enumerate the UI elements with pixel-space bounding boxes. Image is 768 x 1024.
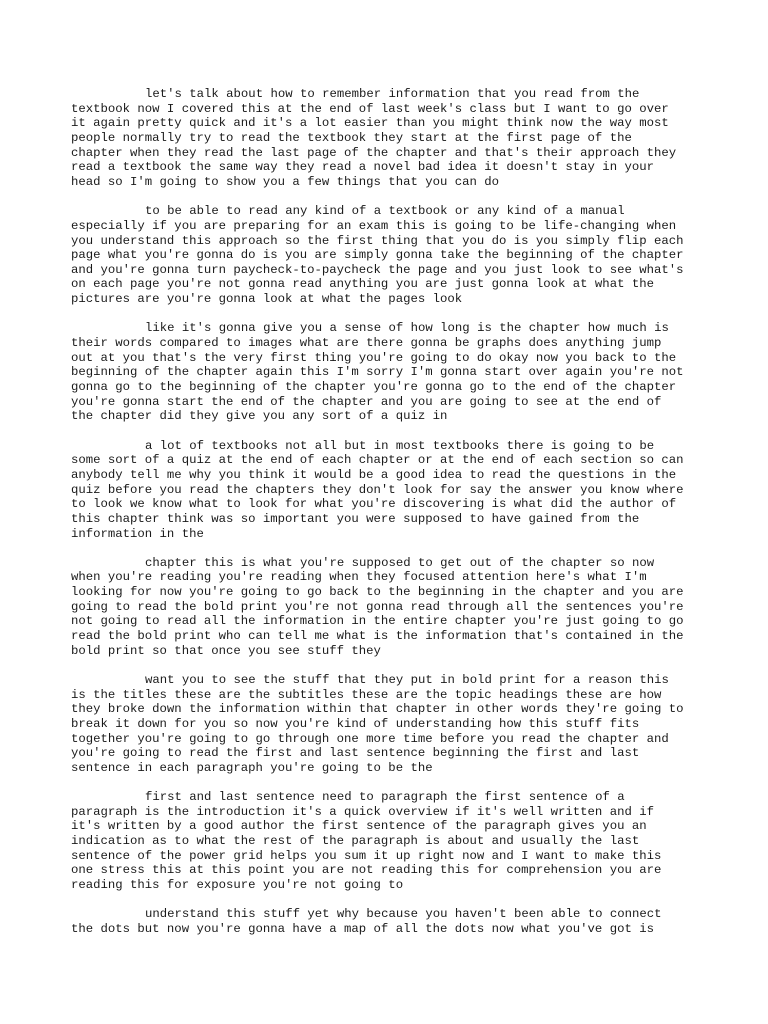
paragraph-5 bbox=[71, 556, 701, 659]
paragraph-text: a lot of textbooks not all but in most textbooks there is going to be some sort of a quiz at the end of each chapter or at the end of each section so can anybody tell me why you think it would be a good idea to read the questions in the quiz before you read the chapters they don't look for say the answer you know where to look we know what to look for what you're discovering is what did the author of this chapter think was so important you were supposed to have gained from the information in the bbox=[71, 438, 684, 541]
paragraph-text: first and last sentence need to paragraph the first sentence of a paragraph is the introduction it's a quick overview if it's well written and if it's written by a good author the first sentence of the paragraph gives you an indication as to what the rest of the paragraph is about and usually the last sentence of the power grid helps you sum it up right now and I want to make this one stress this at this point you are not reading this for comprehension you are reading this for exposure you're not going to bbox=[71, 790, 662, 893]
paragraph-text: to be able to read any kind of a textbook or any kind of a manual especially if you are preparing for an exam this is going to be life-changing when you understand this approach so the first thing that you do is you simply flip each page what you're gonna do is you are simply gonna take the beginning of the chapter and you're gonna turn paycheck-to-paycheck the page and you just look to see what's on each page you're not gonna read anything you are just gonna look at what the pictures are you're gonna look at what the pages look bbox=[71, 204, 684, 307]
paragraph-text: let's talk about how to remember information that you read from the textbook now I covered this at the end of last week's class but I want to go over it again pretty quick and it's a lot easier than you might think now the way most people normally try to read the textbook they start at the first page of the chapter when they read the last page of the chapter and that's their approach they read a textbook the same way they read a novel bad idea it doesn't stay in your head so I'm going to show you a few things that you can do bbox=[71, 87, 677, 189]
paragraph-text: want you to see the stuff that they put in bold print for a reason this is the titles these are the subtitles these are the topic headings these are how they broke down the information within that chapter in other words they're going to break it down for you so now you're kind of understanding how this stuff fits together you're going to go through one more time before you read the chapter and you're going to read the first and last sentence beginning the first and last sentence in each paragraph you're going to be the bbox=[71, 672, 684, 775]
paragraph-3 bbox=[71, 321, 701, 424]
paragraph-1 bbox=[71, 87, 701, 190]
document-page bbox=[71, 87, 701, 951]
paragraph-6 bbox=[71, 673, 701, 776]
paragraph-4 bbox=[71, 439, 701, 542]
paragraph-text: like it's gonna give you a sense of how long is the chapter how much is their words compared to images what are there gonna be graphs does anything jump out at you that's the very first thing you're going to do okay now you back to the beginning of the chapter again this I'm sorry I'm gonna start over again you're not gonna go to the beginning of the chapter you're gonna go to the end of the chapter you're gonna start the end of the chapter and you are going to see at the end of the chapter did they give you any sort of a quiz in bbox=[71, 321, 684, 424]
paragraph-7 bbox=[71, 790, 701, 893]
paragraph-text: understand this stuff yet why because you haven't been able to connect the dots but now you're gonna have a map of all the dots now what you've got is bbox=[71, 907, 662, 936]
paragraph-8 bbox=[71, 907, 701, 936]
paragraph-text: chapter this is what you're supposed to get out of the chapter so now when you're reading you're reading when they focused attention here's what I'm looking for now you're going to go back to the beginning in the chapter and you are going to read the bold print you're not gonna read through all the sentences you're not going to read all the information in the entire chapter you're just going to go read the bold print who can tell me what is the information that's contained in the bold print so that once you see stuff they bbox=[71, 555, 684, 658]
paragraph-2 bbox=[71, 204, 701, 307]
